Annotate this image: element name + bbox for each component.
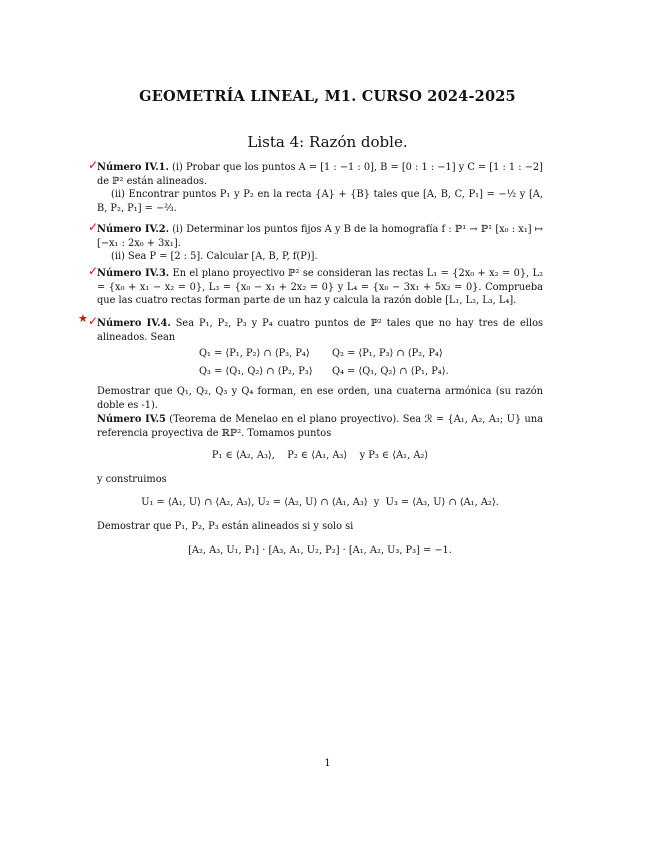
problem-iv2 [97, 223, 543, 264]
problem-text: y construimos [97, 473, 167, 485]
problem-iv3 [97, 267, 543, 308]
problem-number: Número IV.3. [97, 268, 170, 279]
problem-text: (i) Probar que los puntos A = [1 : −1 : 0], B = [0 : 1 : −1] y C = [1 : 1 : −2] de ℙ² están alineados. [97, 162, 543, 187]
equation-q2: Q₂ = ⟨P₁, P₃⟩ ∩ ⟨P₂, P₄⟩ [332, 348, 443, 360]
equation-menelao: [A₂, A₃, U₁, P₁] · [A₃, A₁, U₂, P₂] · [A₁, A₂, U₃, P₃] = −1. [188, 544, 452, 556]
problem-number: Número IV.4. [97, 318, 171, 329]
page-number: 1 [324, 758, 331, 769]
problem-text: (Teorema de Menelao en el plano proyectivo). Sea ℛ = {A₁, A₂, A₃; U} una referencia proyectiva de ℝℙ². Tomamos puntos [97, 414, 543, 439]
problem-number: Número IV.1. [97, 162, 169, 173]
equation-q3: Q₃ = ⟨Q₁, Q₂⟩ ∩ ⟨P₂, P₃⟩ [199, 366, 313, 378]
problem-text: (i) Determinar los puntos fijos A y B de la homografía f : ℙ¹ → ℙ¹ [x₀ : x₁] ↦ [−x₁ : 2x₀ + 3x₁]. [97, 224, 543, 249]
problem-text: (ii) Encontrar puntos P₁ y P₂ en la recta {A} + {B} tales que [A, B, C, P₁] = −½ y [A, B, P₂, P₁] = −⅔. [97, 189, 543, 214]
problem-text: Demostrar que P₁, P₂, P₃ están alineados si y solo si [97, 520, 354, 532]
check-mark-icon: ✓ [88, 220, 99, 234]
problem-number: Número IV.2. [97, 224, 169, 235]
check-mark-icon: ✓ [88, 264, 99, 278]
problem-text: (ii) Sea P = [2 : 5]. Calcular [A, B, P, f(P)]. [111, 251, 318, 263]
problem-iv5 [97, 413, 543, 557]
problem-number: Número IV.5 [97, 414, 166, 425]
equation-points: P₁ ∈ ⟨A₂, A₃⟩, P₂ ∈ ⟨A₁, A₃⟩ y P₃ ∈ ⟨A₁, A₂⟩ [211, 450, 429, 462]
equation-row [97, 347, 543, 362]
problem-iv4 [97, 317, 543, 412]
equation-row [97, 365, 543, 380]
equation-q4: Q₄ = ⟨Q₁, Q₂⟩ ∩ ⟨P₁, P₄⟩. [332, 366, 449, 378]
document-subtitle: Lista 4: Razón doble. [247, 133, 408, 151]
problem-text: En el plano proyectivo ℙ² se consideran las rectas L₁ = {2x₀ + x₂ = 0}, L₂ = {x₀ + x₁ − x₂ = 0}, L₃ = {x₀ − x₁ + 2x₂ = 0} y L₄ = {x₀ − 3x₁ + 5x₂ = 0}. Comprueba que las cuatro rectas forman parte de un haz y calcula la razón doble [L₁, L₂, L₃, L₄]. [97, 268, 543, 307]
check-mark-icon: ✓ [88, 158, 99, 172]
equation-q1: Q₁ = ⟨P₁, P₂⟩ ∩ ⟨P₃, P₄⟩ [199, 348, 310, 360]
check-mark-icon: ✓ [88, 314, 99, 328]
document-title: GEOMETRÍA LINEAL, M1. CURSO 2024-2025 [139, 88, 516, 105]
equation-u: U₁ = ⟨A₁, U⟩ ∩ ⟨A₂, A₃⟩, U₂ = ⟨A₂, U⟩ ∩ ⟨A₁, A₃⟩ y U₃ = ⟨A₃, U⟩ ∩ ⟨A₁, A₂⟩. [141, 497, 499, 509]
problem-text: Demostrar que Q₁, Q₂, Q₃ y Q₄ forman, en ese orden, una cuaterna armónica (su razón doble es -1). [97, 386, 543, 411]
star-icon: ★ [78, 312, 88, 325]
problem-text: Sea P₁, P₂, P₃ y P₄ cuatro puntos de ℙ² tales que no hay tres de ellos alineados. Sean [97, 318, 543, 343]
problem-iv1 [97, 161, 543, 215]
